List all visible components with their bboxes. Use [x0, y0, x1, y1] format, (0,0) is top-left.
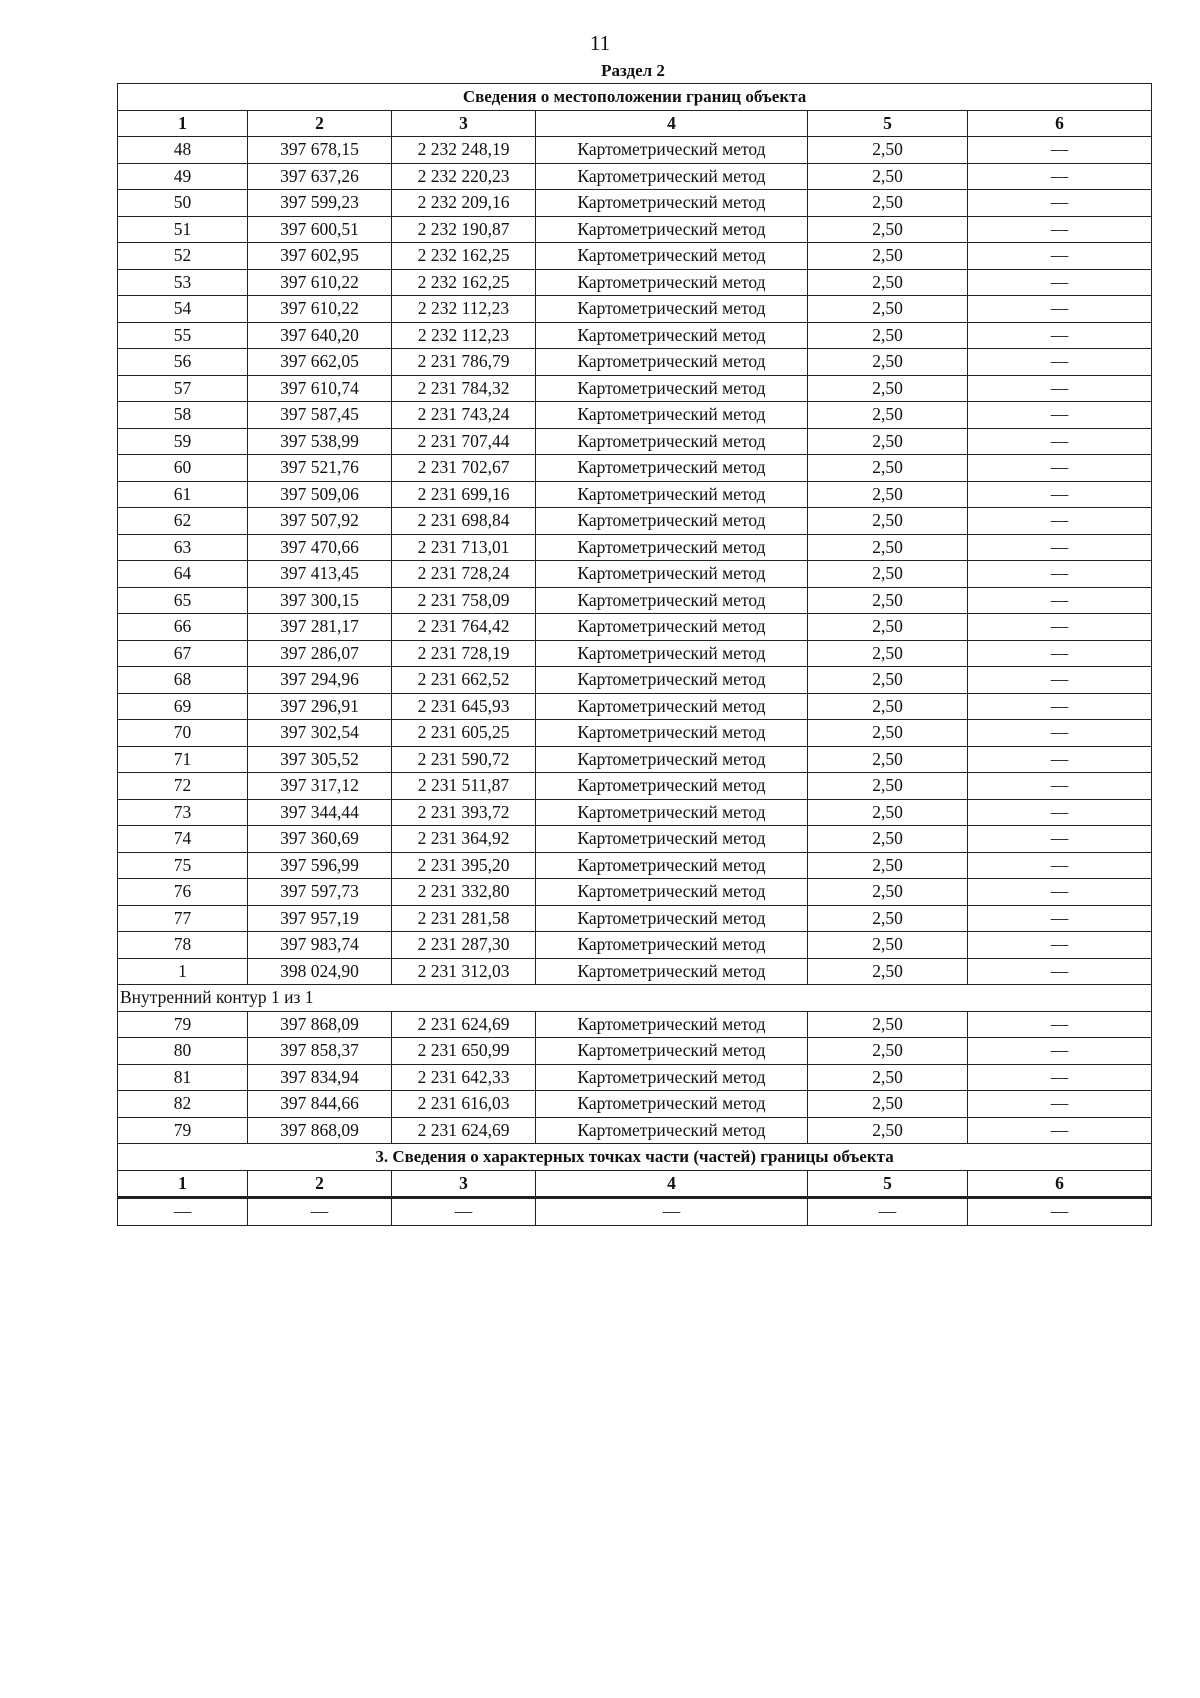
table-row [118, 216, 1152, 243]
table-cell: 77 [118, 905, 248, 932]
table-cell: 2,50 [808, 322, 968, 349]
table-cell: 397 844,66 [248, 1091, 392, 1118]
table-row [118, 879, 1152, 906]
table-row [118, 402, 1152, 429]
table-cell: — [968, 826, 1152, 853]
table-cell: Картометрический метод [536, 428, 808, 455]
table-cell: 397 302,54 [248, 720, 392, 747]
table-cell: 2,50 [808, 640, 968, 667]
table-cell: Картометрический метод [536, 1091, 808, 1118]
table-cell: 67 [118, 640, 248, 667]
table-cell: 2,50 [808, 746, 968, 773]
table-cell: 71 [118, 746, 248, 773]
table-cell: 56 [118, 349, 248, 376]
table-cell: 2,50 [808, 349, 968, 376]
table-cell: 2,50 [808, 958, 968, 985]
table-cell: 2 231 281,58 [392, 905, 536, 932]
table-cell: 397 305,52 [248, 746, 392, 773]
table-cell: 69 [118, 693, 248, 720]
table-cell: 397 610,22 [248, 296, 392, 323]
header-row [118, 110, 1152, 137]
table-cell: Картометрический метод [536, 879, 808, 906]
table-cell: — [968, 1011, 1152, 1038]
table-cell: 74 [118, 826, 248, 853]
table-row [118, 269, 1152, 296]
table-cell: 397 599,23 [248, 190, 392, 217]
table-cell: 397 640,20 [248, 322, 392, 349]
parts-caption-row [118, 1144, 1152, 1171]
table-cell: Картометрический метод [536, 216, 808, 243]
table-cell: 80 [118, 1038, 248, 1065]
table-cell: — [968, 773, 1152, 800]
table-cell: 76 [118, 879, 248, 906]
table-cell: — [968, 375, 1152, 402]
table-cell: 2 231 699,16 [392, 481, 536, 508]
table-row [118, 1064, 1152, 1091]
table-cell: Картометрический метод [536, 163, 808, 190]
table-cell: Картометрический метод [536, 587, 808, 614]
table-cell: 62 [118, 508, 248, 535]
table-cell: 1 [118, 958, 248, 985]
table-cell: 2 231 743,24 [392, 402, 536, 429]
table-cell: 63 [118, 534, 248, 561]
table-cell: — [968, 216, 1152, 243]
table-cell: Картометрический метод [536, 667, 808, 694]
table-cell: 397 521,76 [248, 455, 392, 482]
column-header: 4 [536, 1170, 808, 1198]
table-cell: 397 281,17 [248, 614, 392, 641]
table-cell: 2 231 698,84 [392, 508, 536, 535]
table-row [118, 243, 1152, 270]
table-cell: 397 294,96 [248, 667, 392, 694]
table-cell: 2,50 [808, 879, 968, 906]
table-cell: Картометрический метод [536, 269, 808, 296]
table-cell: Картометрический метод [536, 137, 808, 164]
table-cell: 2 232 220,23 [392, 163, 536, 190]
boundaries-caption: Сведения о местоположении границ объекта [118, 84, 1152, 111]
table-row [118, 614, 1152, 641]
table-cell: 58 [118, 402, 248, 429]
table-cell: Картометрический метод [536, 693, 808, 720]
table-cell: 2,50 [808, 720, 968, 747]
table-row [118, 190, 1152, 217]
table-row [118, 587, 1152, 614]
table-cell: 397 509,06 [248, 481, 392, 508]
table-row [118, 932, 1152, 959]
table-cell: 2 231 605,25 [392, 720, 536, 747]
table-cell: 2,50 [808, 481, 968, 508]
table-cell: — [968, 879, 1152, 906]
table-cell: 2 232 162,25 [392, 269, 536, 296]
table-row [118, 561, 1152, 588]
table-cell: 2,50 [808, 243, 968, 270]
table-cell: 2,50 [808, 375, 968, 402]
table-row [118, 799, 1152, 826]
table-row [118, 852, 1152, 879]
table-cell: 2 231 758,09 [392, 587, 536, 614]
table-cell: — [968, 455, 1152, 482]
table-cell: — [968, 243, 1152, 270]
table-cell: 54 [118, 296, 248, 323]
table-cell: 2,50 [808, 1011, 968, 1038]
table-row [118, 349, 1152, 376]
table-cell: 55 [118, 322, 248, 349]
table-cell: — [968, 137, 1152, 164]
table-cell: Картометрический метод [536, 852, 808, 879]
table-cell: 397 597,73 [248, 879, 392, 906]
table-cell: 2,50 [808, 269, 968, 296]
table-cell: 2 231 511,87 [392, 773, 536, 800]
table-row [118, 1038, 1152, 1065]
table-cell: Картометрический метод [536, 640, 808, 667]
table-cell: 2 231 728,19 [392, 640, 536, 667]
table-cell: — [968, 720, 1152, 747]
boundaries-caption-row [118, 84, 1152, 111]
table-cell: — [968, 269, 1152, 296]
table-cell: 2,50 [808, 428, 968, 455]
column-header: 6 [968, 110, 1152, 137]
table-cell: 49 [118, 163, 248, 190]
table-cell: 68 [118, 667, 248, 694]
table-cell: — [968, 561, 1152, 588]
table-cell: 397 868,09 [248, 1117, 392, 1144]
table-cell: 2,50 [808, 1117, 968, 1144]
table-cell: — [968, 428, 1152, 455]
table-cell: 2 231 650,99 [392, 1038, 536, 1065]
table-cell: Картометрический метод [536, 799, 808, 826]
table-cell: 82 [118, 1091, 248, 1118]
table-row [118, 905, 1152, 932]
table-cell: — [968, 402, 1152, 429]
table-cell: 70 [118, 720, 248, 747]
table-cell: 2,50 [808, 455, 968, 482]
parts-header-row [118, 1170, 1152, 1198]
table-cell: — [968, 799, 1152, 826]
column-header: 5 [808, 110, 968, 137]
table-cell: 2,50 [808, 561, 968, 588]
table-cell: — [536, 1198, 808, 1226]
table-cell: 2 231 616,03 [392, 1091, 536, 1118]
table-cell: 53 [118, 269, 248, 296]
table-cell: — [968, 508, 1152, 535]
table-cell: 2 231 786,79 [392, 349, 536, 376]
table-cell: 2,50 [808, 852, 968, 879]
table-cell: 79 [118, 1117, 248, 1144]
boundary-table [117, 83, 1152, 1226]
table-row [118, 1117, 1152, 1144]
table-cell: 2 231 332,80 [392, 879, 536, 906]
table-cell: 2,50 [808, 163, 968, 190]
table-cell: — [968, 852, 1152, 879]
table-cell: Картометрический метод [536, 349, 808, 376]
table-cell: 2 231 784,32 [392, 375, 536, 402]
table-cell: 51 [118, 216, 248, 243]
table-cell: 2,50 [808, 402, 968, 429]
table-cell: Картометрический метод [536, 720, 808, 747]
table-cell: Картометрический метод [536, 375, 808, 402]
table-cell: 2 231 287,30 [392, 932, 536, 959]
table-cell: 397 344,44 [248, 799, 392, 826]
table-cell: 397 637,26 [248, 163, 392, 190]
table-row [118, 773, 1152, 800]
table-cell: 66 [118, 614, 248, 641]
table-cell: 2 231 764,42 [392, 614, 536, 641]
column-header: 3 [392, 110, 536, 137]
table-cell: 397 317,12 [248, 773, 392, 800]
table-cell: 2,50 [808, 1091, 968, 1118]
table-row [118, 534, 1152, 561]
table-cell: 2,50 [808, 190, 968, 217]
table-cell: — [968, 1198, 1152, 1226]
table-cell: — [968, 296, 1152, 323]
table-cell: 64 [118, 561, 248, 588]
table-cell: — [968, 1064, 1152, 1091]
table-cell: 2,50 [808, 932, 968, 959]
table-cell: 2,50 [808, 905, 968, 932]
table-cell: 57 [118, 375, 248, 402]
table-cell: Картометрический метод [536, 826, 808, 853]
table-cell: 397 678,15 [248, 137, 392, 164]
column-header: 2 [248, 1170, 392, 1198]
table-cell: Картометрический метод [536, 402, 808, 429]
table-cell: 2 232 112,23 [392, 296, 536, 323]
table-cell: 2 231 624,69 [392, 1117, 536, 1144]
table-cell: — [968, 163, 1152, 190]
column-header: 6 [968, 1170, 1152, 1198]
table-cell: 61 [118, 481, 248, 508]
table-cell: Картометрический метод [536, 1064, 808, 1091]
table-cell: 81 [118, 1064, 248, 1091]
table-row [118, 163, 1152, 190]
table-cell: 78 [118, 932, 248, 959]
table-cell: 2 231 312,03 [392, 958, 536, 985]
table-cell: 72 [118, 773, 248, 800]
table-cell: 397 834,94 [248, 1064, 392, 1091]
table-cell: 397 602,95 [248, 243, 392, 270]
inner-contour-label: Внутренний контур 1 из 1 [118, 985, 1152, 1012]
table-cell: 2 232 112,23 [392, 322, 536, 349]
table-cell: Картометрический метод [536, 561, 808, 588]
table-cell: 397 286,07 [248, 640, 392, 667]
table-cell: Картометрический метод [536, 773, 808, 800]
table-row [118, 826, 1152, 853]
table-cell: Картометрический метод [536, 905, 808, 932]
table-cell: 397 587,45 [248, 402, 392, 429]
table-cell: — [968, 640, 1152, 667]
table-cell: 2,50 [808, 1038, 968, 1065]
column-header: 5 [808, 1170, 968, 1198]
table-cell: 2 231 590,72 [392, 746, 536, 773]
table-cell: Картометрический метод [536, 481, 808, 508]
table-cell: 2,50 [808, 773, 968, 800]
table-cell: 2 231 395,20 [392, 852, 536, 879]
table-cell: 397 538,99 [248, 428, 392, 455]
table-cell: 2,50 [808, 614, 968, 641]
table-row [118, 375, 1152, 402]
table-cell: 79 [118, 1011, 248, 1038]
column-header: 4 [536, 110, 808, 137]
table-cell: 2 232 190,87 [392, 216, 536, 243]
table-cell: 397 413,45 [248, 561, 392, 588]
column-header: 1 [118, 1170, 248, 1198]
table-row [118, 137, 1152, 164]
table-cell: 397 360,69 [248, 826, 392, 853]
table-cell: Картометрический метод [536, 1011, 808, 1038]
table-cell: — [968, 958, 1152, 985]
table-cell: — [968, 932, 1152, 959]
table-cell: 398 024,90 [248, 958, 392, 985]
table-cell: 48 [118, 137, 248, 164]
table-cell: Картометрический метод [536, 746, 808, 773]
table-cell: Картометрический метод [536, 296, 808, 323]
parts-caption: 3. Сведения о характерных точках части (частей) границы объекта [118, 1144, 1152, 1171]
table-cell: — [248, 1198, 392, 1226]
table-cell: — [968, 349, 1152, 376]
table-row [118, 296, 1152, 323]
table-row [118, 455, 1152, 482]
table-cell: Картометрический метод [536, 1117, 808, 1144]
table-cell: Картометрический метод [536, 932, 808, 959]
table-cell: 397 610,22 [248, 269, 392, 296]
table-row [118, 428, 1152, 455]
table-row [118, 640, 1152, 667]
table-cell: 397 507,92 [248, 508, 392, 535]
table-cell: 2 231 645,93 [392, 693, 536, 720]
table-cell: 397 662,05 [248, 349, 392, 376]
table-cell: 59 [118, 428, 248, 455]
table-cell: — [968, 534, 1152, 561]
inner-contour-row [118, 985, 1152, 1012]
table-cell: 397 600,51 [248, 216, 392, 243]
table-cell: — [968, 746, 1152, 773]
column-header: 3 [392, 1170, 536, 1198]
table-row [118, 1091, 1152, 1118]
table-cell: 397 868,09 [248, 1011, 392, 1038]
table-cell: 2 232 162,25 [392, 243, 536, 270]
table-row [118, 746, 1152, 773]
table-cell: — [968, 481, 1152, 508]
table-row [118, 693, 1152, 720]
table-row [118, 1198, 1152, 1226]
table-cell: 2 232 209,16 [392, 190, 536, 217]
table-cell: — [968, 693, 1152, 720]
table-cell: — [968, 587, 1152, 614]
table-cell: — [808, 1198, 968, 1226]
table-cell: 2 231 713,01 [392, 534, 536, 561]
table-cell: Картометрический метод [536, 455, 808, 482]
table-cell: Картометрический метод [536, 322, 808, 349]
table-cell: 2,50 [808, 587, 968, 614]
table-cell: 60 [118, 455, 248, 482]
table-cell: 2 231 624,69 [392, 1011, 536, 1038]
page-number: 11 [589, 31, 611, 55]
table-cell: 397 470,66 [248, 534, 392, 561]
boundary-table-body [118, 84, 1152, 1226]
table-cell: Картометрический метод [536, 190, 808, 217]
table-cell: 2,50 [808, 296, 968, 323]
section-title: Раздел 2 [601, 61, 665, 80]
table-cell: — [118, 1198, 248, 1226]
table-row [118, 720, 1152, 747]
column-header: 2 [248, 110, 392, 137]
table-cell: 2,50 [808, 137, 968, 164]
table-row [118, 481, 1152, 508]
table-cell: Картометрический метод [536, 614, 808, 641]
table-cell: 2,50 [808, 534, 968, 561]
table-cell: 65 [118, 587, 248, 614]
table-cell: 2,50 [808, 508, 968, 535]
table-cell: 2,50 [808, 693, 968, 720]
table-cell: 2 231 662,52 [392, 667, 536, 694]
table-cell: — [968, 905, 1152, 932]
table-cell: 2 231 702,67 [392, 455, 536, 482]
table-row [118, 1011, 1152, 1038]
table-cell: 75 [118, 852, 248, 879]
table-cell: Картометрический метод [536, 243, 808, 270]
table-cell: 397 296,91 [248, 693, 392, 720]
table-row [118, 667, 1152, 694]
table-cell: — [968, 190, 1152, 217]
table-row [118, 958, 1152, 985]
table-cell: 397 957,19 [248, 905, 392, 932]
table-cell: 2,50 [808, 826, 968, 853]
table-cell: 2 231 393,72 [392, 799, 536, 826]
table-cell: — [968, 1038, 1152, 1065]
table-cell: 50 [118, 190, 248, 217]
table-cell: 2 231 642,33 [392, 1064, 536, 1091]
table-cell: Картометрический метод [536, 958, 808, 985]
table-row [118, 508, 1152, 535]
table-cell: Картометрический метод [536, 534, 808, 561]
table-cell: 397 596,99 [248, 852, 392, 879]
table-cell: 52 [118, 243, 248, 270]
table-cell: 73 [118, 799, 248, 826]
table-cell: — [392, 1198, 536, 1226]
table-row [118, 322, 1152, 349]
table-cell: 397 983,74 [248, 932, 392, 959]
table-cell: 2 232 248,19 [392, 137, 536, 164]
table-cell: — [968, 1117, 1152, 1144]
table-cell: 2 231 364,92 [392, 826, 536, 853]
table-cell: — [968, 614, 1152, 641]
table-cell: 2,50 [808, 1064, 968, 1091]
table-cell: 397 300,15 [248, 587, 392, 614]
column-header: 1 [118, 110, 248, 137]
table-cell: — [968, 667, 1152, 694]
table-cell: 397 610,74 [248, 375, 392, 402]
table-cell: 2,50 [808, 216, 968, 243]
table-cell: — [968, 1091, 1152, 1118]
table-cell: Картометрический метод [536, 1038, 808, 1065]
table-cell: — [968, 322, 1152, 349]
table-cell: 2 231 728,24 [392, 561, 536, 588]
table-cell: 2 231 707,44 [392, 428, 536, 455]
table-cell: 2,50 [808, 799, 968, 826]
table-cell: 397 858,37 [248, 1038, 392, 1065]
table-cell: Картометрический метод [536, 508, 808, 535]
table-cell: 2,50 [808, 667, 968, 694]
